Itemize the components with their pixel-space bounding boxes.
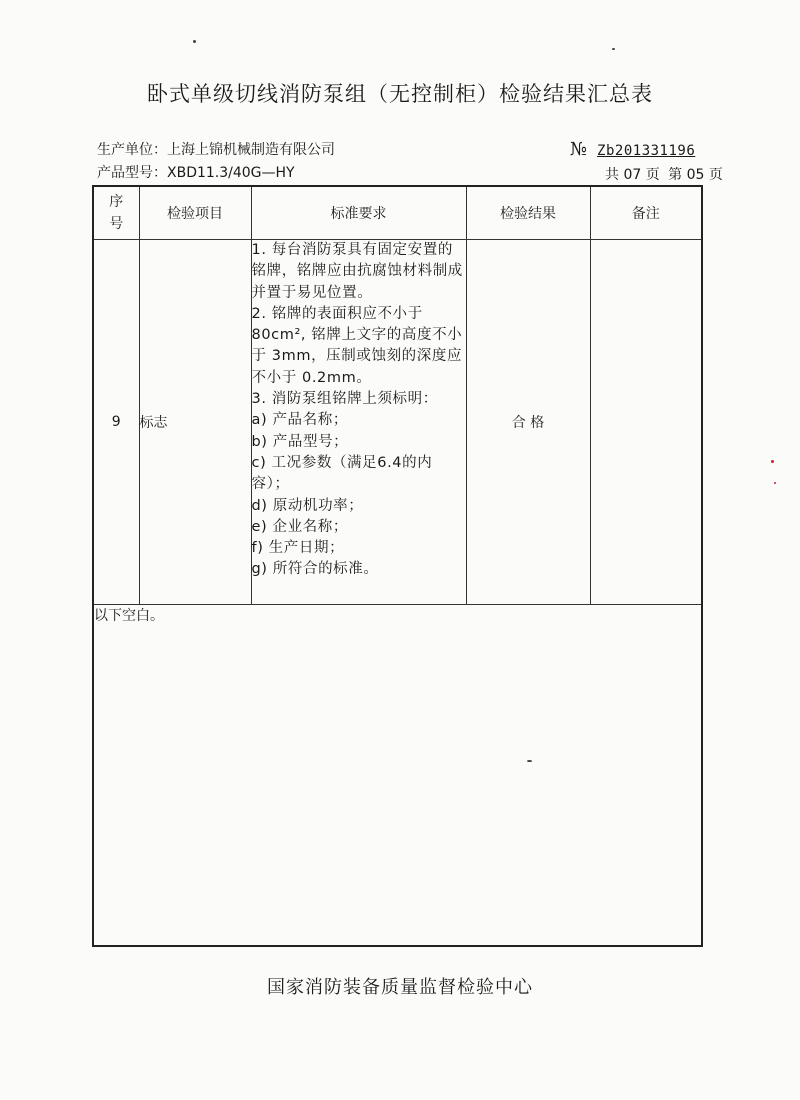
standard-line: 1. 每台消防泵具有固定安置的铭牌，铭牌应由抗腐蚀材料制成并置于易见位置。 [251,242,463,301]
standard-line: g) 所符合的标准。 [251,561,379,578]
standard-line: 2. 铭牌的表面积应不小于 80cm², 铭牌上文字的高度不小于 3mm，压制或蚀刻的深度应不小于 0.2mm。 [251,305,463,386]
report-number-symbol: № [570,139,588,160]
row-standard [251,240,466,605]
header-remark: 备注 [590,186,702,240]
row-item: 标志 [139,240,251,605]
manufacturer-label: 生产单位： [97,142,167,158]
model-label: 产品型号： [97,165,167,181]
manufacturer-value: 上海上锦机械制造有限公司 [167,142,335,158]
scan-speck [527,760,532,762]
scan-speck [193,40,196,43]
header-seq-line1: 序 [109,194,124,210]
standard-line: c) 工况参数（满足6.4的内容）； [251,454,433,493]
header-item: 检验项目 [139,186,251,240]
standard-line: f) 生产日期； [251,540,345,557]
page-current: 第 05 页 [668,167,723,183]
report-number [570,139,695,160]
standard-line: a) 产品名称； [251,412,348,429]
header-result: 检验结果 [466,186,590,240]
row-remark [590,240,702,605]
scan-speck [774,482,776,484]
results-table [92,185,703,947]
pages-total: 共 07 页 [605,167,660,183]
table-header-row [93,186,702,240]
row-result: 合 格 [466,240,590,605]
document-title: 卧式单级切线消防泵组（无控制柜）检验结果汇总表 [147,82,653,106]
report-number-value: Zb201331196 [597,143,696,159]
header-standard: 标准要求 [251,186,466,240]
standard-line: b) 产品型号； [251,433,349,450]
issuer-footer: 国家消防装备质量监督检验中心 [267,977,533,998]
header-seq-line2: 号 [109,216,124,232]
table-row [93,240,702,605]
blank-row [93,605,702,947]
standard-line: d) 原动机功率； [251,497,364,514]
blank-note: 以下空白。 [93,605,702,947]
standard-line: e) 企业名称； [251,518,348,535]
scan-speck [771,460,774,463]
model-value: XBD11.3/40G—HY [167,165,295,181]
page-info [601,164,723,184]
manufacturer-line [97,139,335,159]
row-seq: 9 [93,240,139,605]
standard-line: 3. 消防泵组铭牌上须标明： [251,391,438,408]
header-seq [93,186,139,240]
scan-speck [612,48,615,50]
model-line [97,162,295,182]
